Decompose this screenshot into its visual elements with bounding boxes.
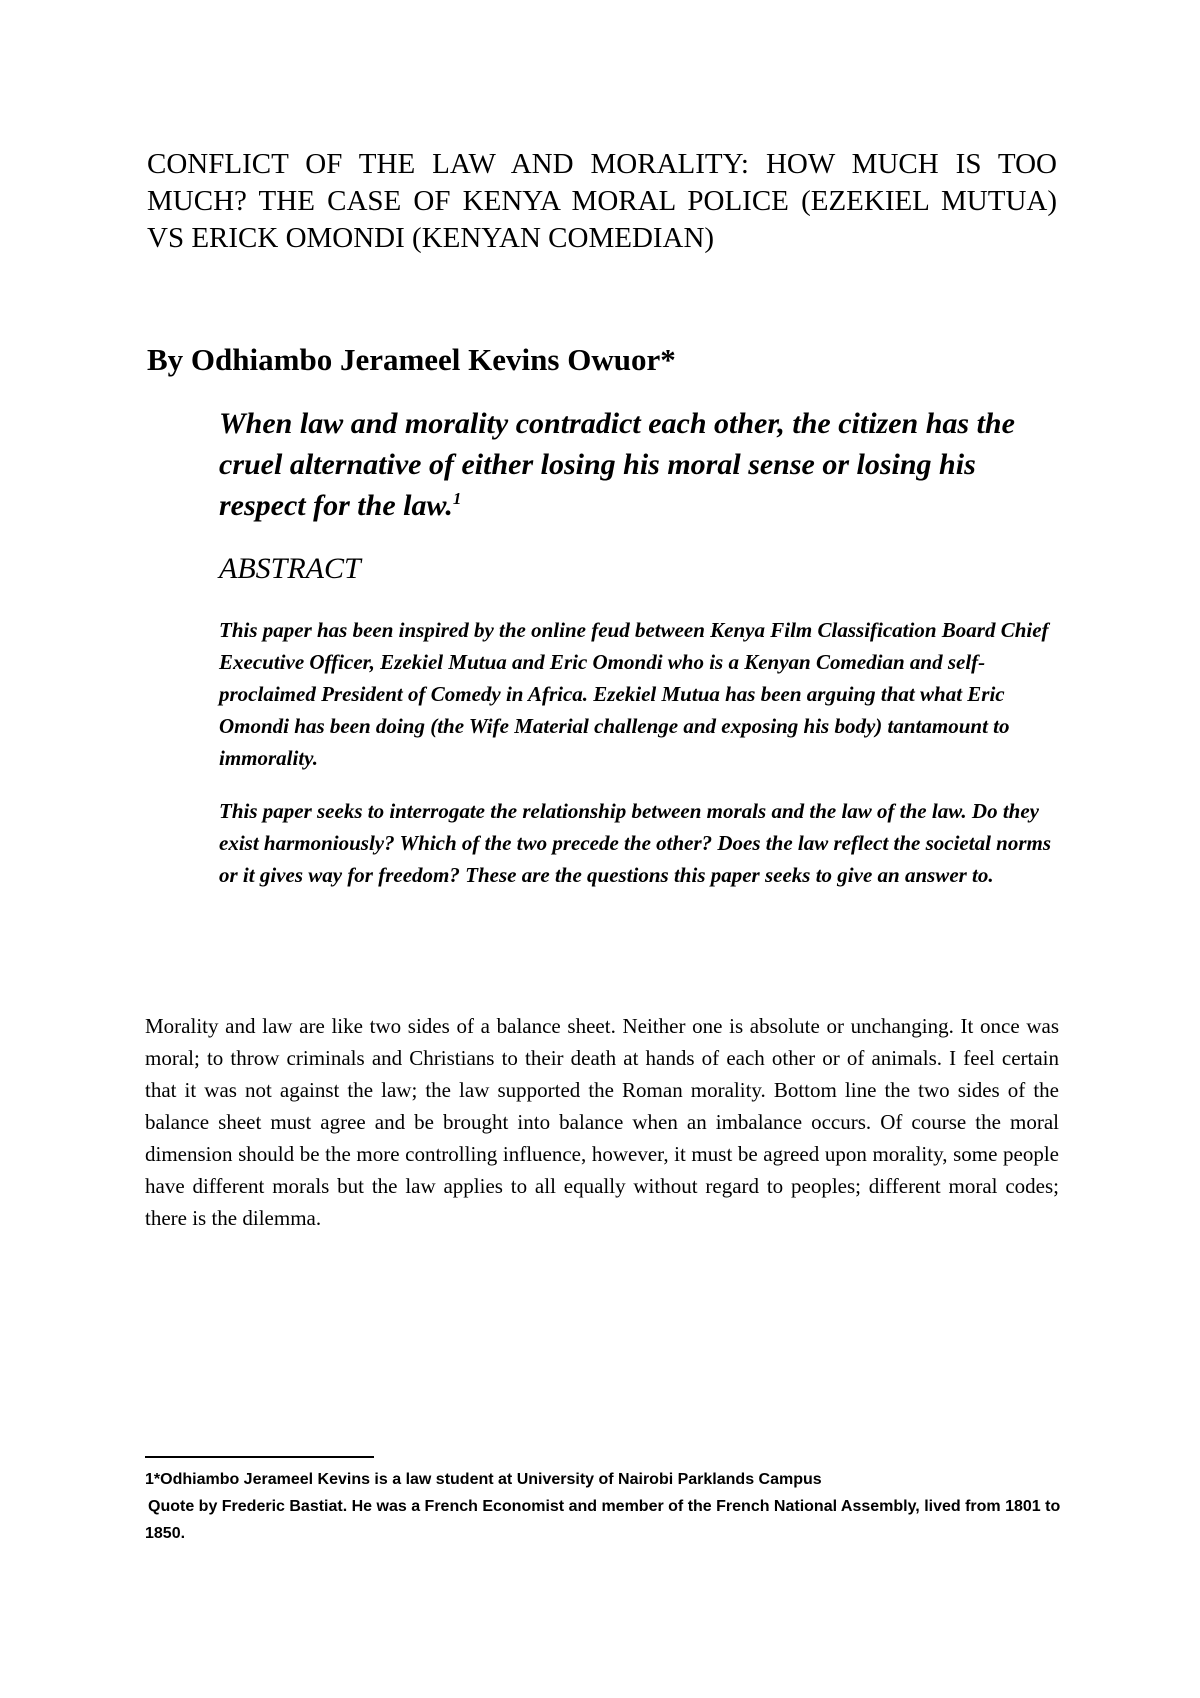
- paper-title: CONFLICT OF THE LAW AND MORALITY: HOW MUCH IS TOO MUCH? THE CASE OF KENYA MORAL POLICE (EZEKIEL MUTUA) VS ERICK OMONDI (KENYAN COMEDIAN): [147, 148, 1057, 254]
- footnote-reference: 1: [452, 489, 462, 508]
- footnote-item: Quote by Frederic Bastiat. He was a French Economist and member of the French National Assembly, lived from 1801 to 1850.: [145, 1498, 1061, 1542]
- epigraph-text: When law and morality contradict each other, the citizen has the cruel alternative of either losing his moral sense or losing his respect for the law.: [219, 407, 1015, 522]
- body-paragraph: Morality and law are like two sides of a balance sheet. Neither one is absolute or unchanging. It once was moral; to throw criminals and Christians to their death at hands of each other or of animals. I feel certain that it was not against the law; the law supported the Roman morality. Bottom line the two sides of the balance sheet must agree and be brought into balance when an imbalance occurs. Of course the moral dimension should be the more controlling influence, however, it must be agreed upon morality, some people have different morals but the law applies to all equally without regard to peoples; different moral codes; there is the dilemma.: [145, 1014, 1059, 1230]
- abstract-paragraph: This paper has been inspired by the online feud between Kenya Film Classification Board Chief Executive Officer, Ezekiel Mutua and Eric Omondi who is a Kenyan Comedian and self-proclaimed President of Comedy in Africa. Ezekiel Mutua has been arguing that what Eric Omondi has been doing (the Wife Material challenge and exposing his body) tantamount to immorality.: [219, 618, 1049, 770]
- abstract-paragraph: This paper seeks to interrogate the relationship between morals and the law of the law. Do they exist harmoniously? Which of the two precede the other? Does the law reflect the societal norms or it gives way for freedom? These are the questions this paper seeks to give an answer to.: [219, 799, 1052, 887]
- footnotes: [145, 1466, 1065, 1547]
- author-byline: By Odhiambo Jerameel Kevins Owuor*: [147, 342, 676, 377]
- abstract-heading: ABSTRACT: [219, 552, 361, 585]
- footnote-separator: [145, 1456, 374, 1458]
- epigraph-quote: [219, 403, 1057, 526]
- footnote-item: 1*Odhiambo Jerameel Kevins is a law student at University of Nairobi Parklands Campus: [145, 1471, 822, 1488]
